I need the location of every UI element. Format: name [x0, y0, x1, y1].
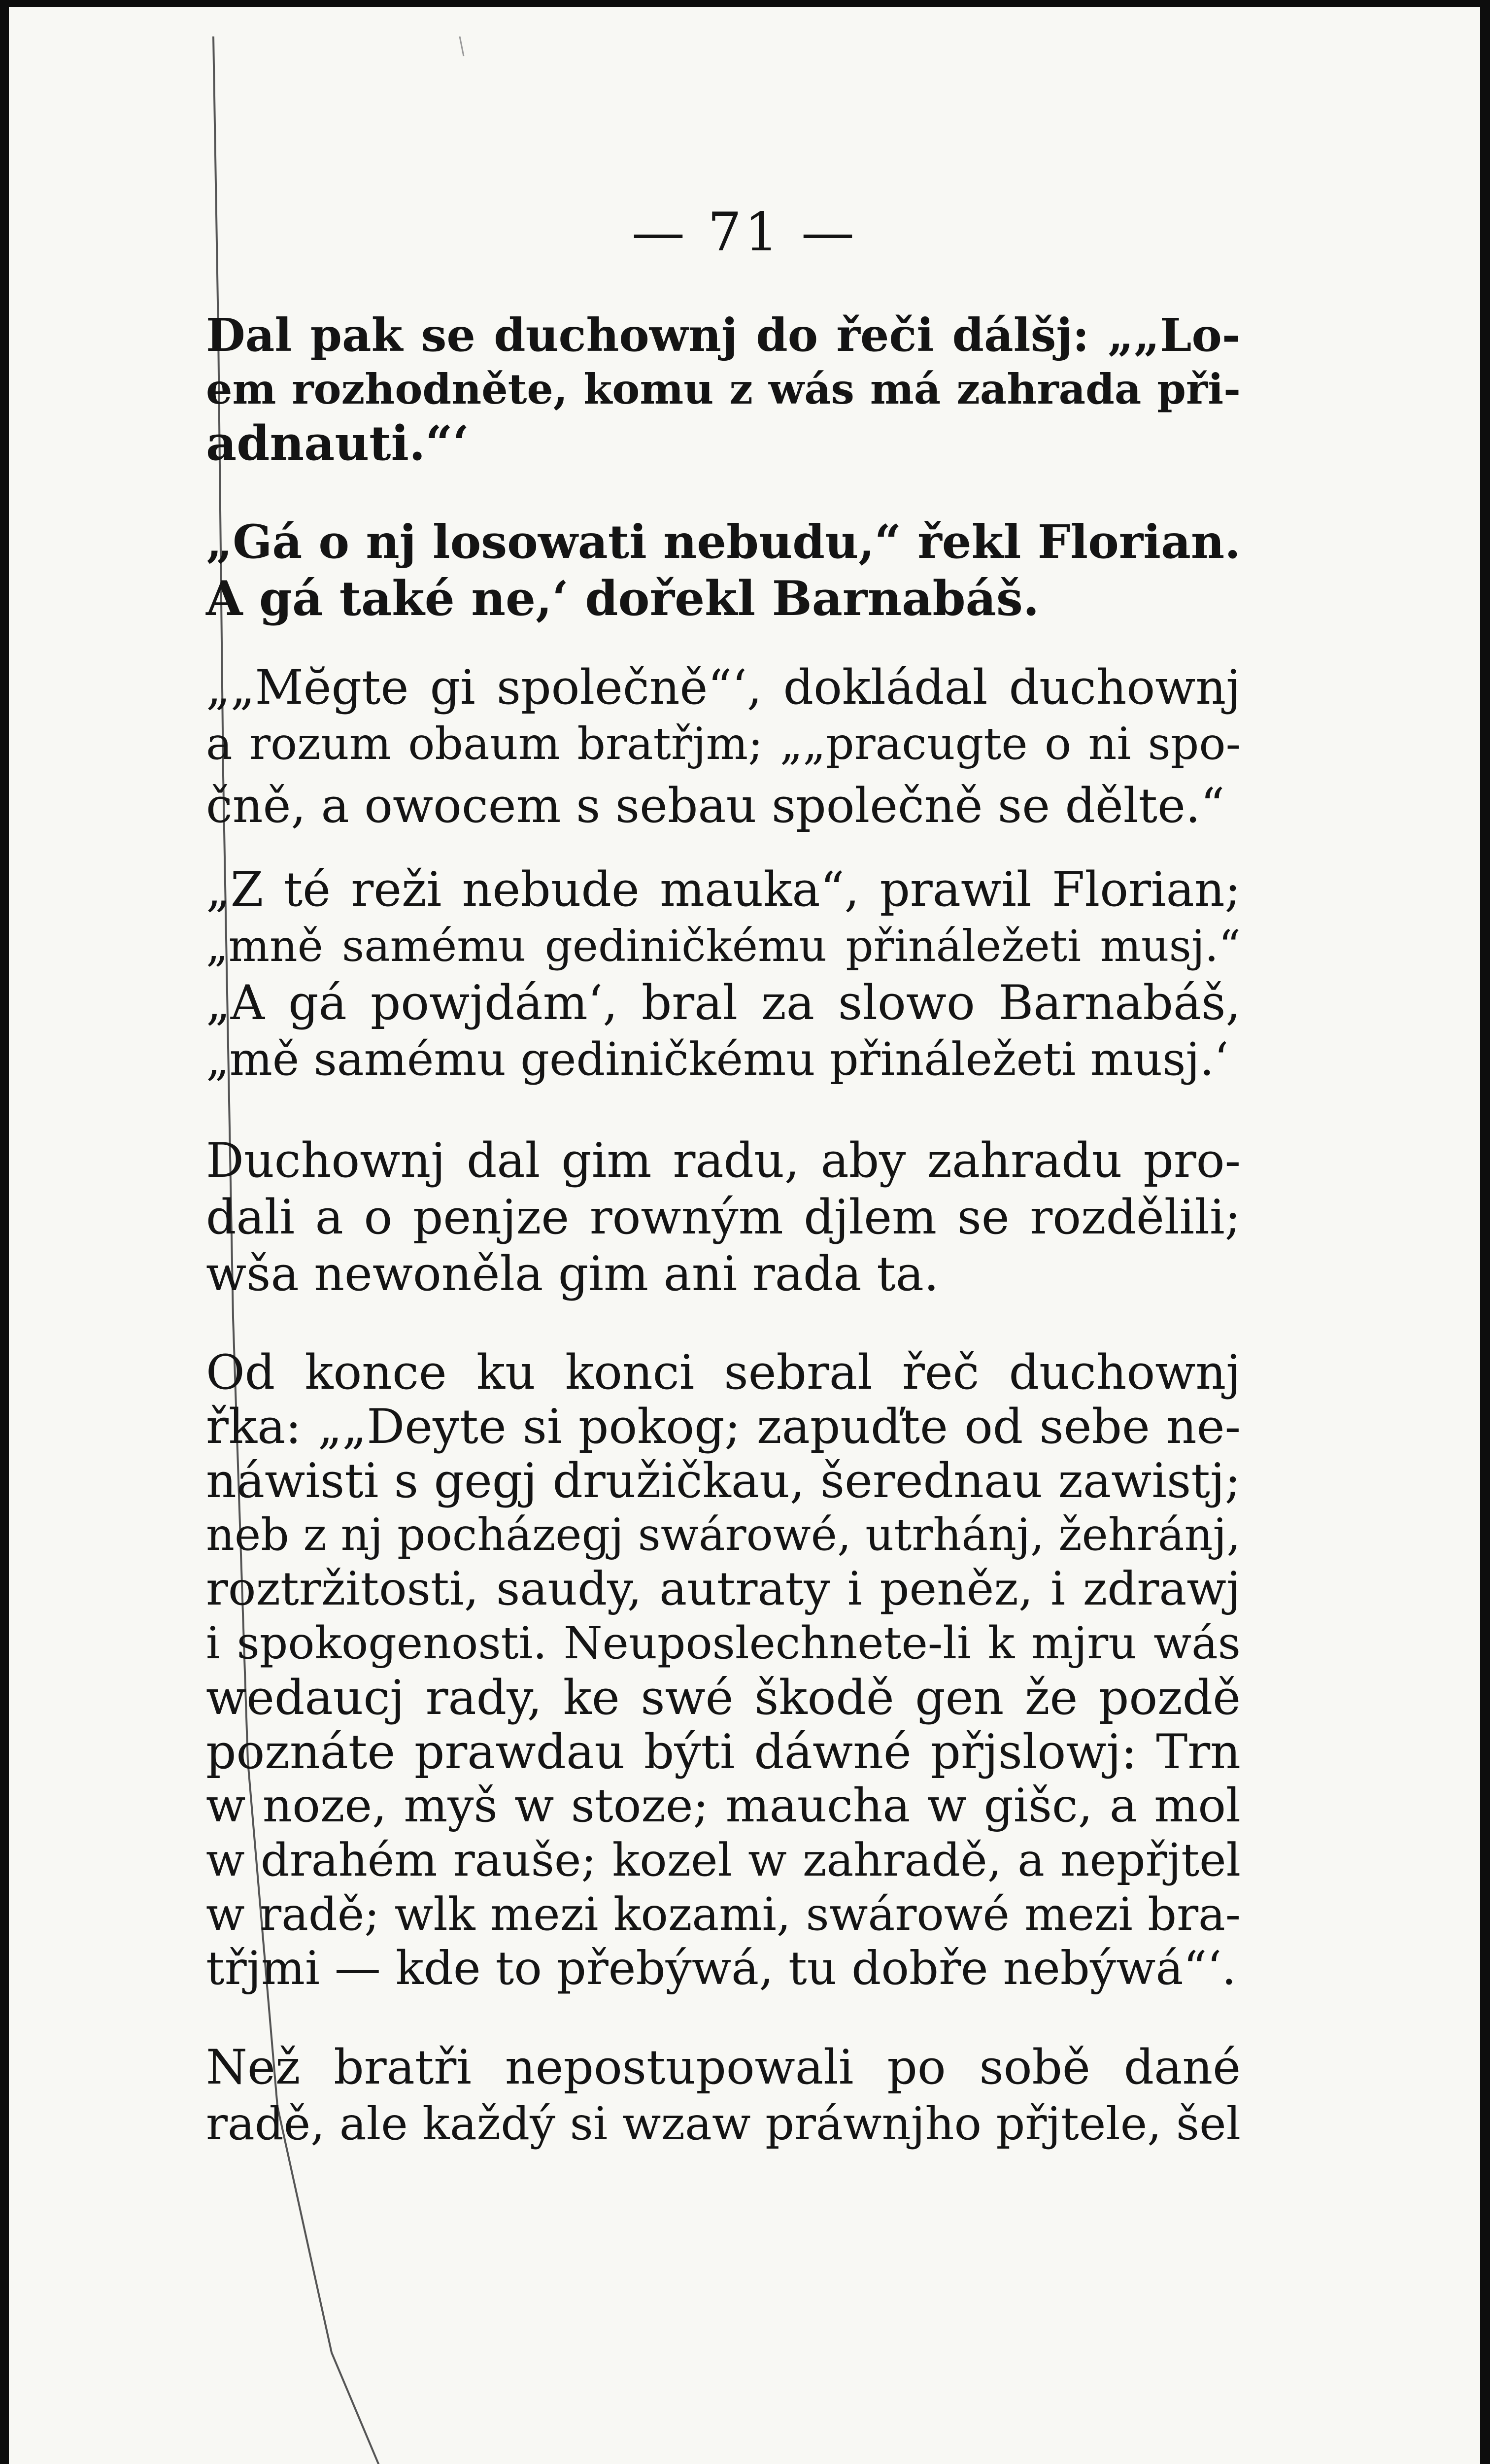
text-line: poznáte prawdau býti dáwné přjslowj: Trn: [206, 1724, 1241, 1780]
text-line: wedaucj rady, ke swé škodě gen že pozdě: [206, 1670, 1241, 1725]
text-line: Od konce ku konci sebral řeč duchownj: [206, 1345, 1241, 1400]
text-line: neb z nj pocházegj swárowé, utrhánj, žehránj,: [206, 1509, 1241, 1561]
text-line: „mně samému gediničkému přináležeti musj.“: [206, 921, 1241, 971]
text-line: w noze, myš w stoze; maucha w gišc, a mol: [206, 1779, 1241, 1833]
text-line: „A gá powjdám‘, bral za slowo Barnabáš,: [206, 975, 1241, 1030]
text-line: roztržitosti, saudy, autraty i peněz, i zdrawj: [206, 1562, 1241, 1616]
text-line: w drahém rauše; kozel w zahradě, a nepřjtel: [206, 1834, 1241, 1886]
text-line: wša newoněla gim ani rada ta.: [206, 1246, 939, 1301]
text-line: náwisti s gegj družičkau, šerednau zawistj;: [206, 1453, 1241, 1508]
text-line: „mě samému gediničkému přináležeti musj.‘: [206, 1033, 1229, 1086]
text-line: w radě; wlk mezi kozami, swárowé mezi bra-: [206, 1888, 1241, 1941]
text-line: „Z té reži nebude mauka“, prawil Florian;: [206, 862, 1241, 917]
text-line: i spokogenosti. Neuposlechnete-li k mjru wás: [206, 1617, 1241, 1669]
text-line: adnauti.“‘: [206, 415, 469, 471]
text-line: Dal pak se duchownj do řeči dálšj: „„Lo-: [206, 308, 1241, 362]
text-line: Než bratři nepostupowali po sobě dané: [206, 2040, 1241, 2095]
text-line: „Gá o nj losowati nebudu,“ řekl Florian.: [206, 515, 1241, 569]
text-line: třjmi — kde to přebýwá, tu dobře nebýwá“‘.: [206, 1942, 1237, 1995]
text-line: „„Mĕgte gi společně“‘, dokládal duchownj: [206, 660, 1241, 715]
text-line: radě, ale každý si wzaw práwnjho přjtele, šel: [206, 2097, 1241, 2150]
text-line: čně, a owocem s sebau společně se dělte.“: [206, 778, 1225, 833]
text-line: řka: „„Deyte si pokog; zapuďte od sebe ne-: [206, 1399, 1241, 1454]
page-number: — 71 —: [631, 202, 858, 263]
text-line: Duchownj dal gim radu, aby zahradu pro-: [206, 1133, 1241, 1188]
text-line: a rozum obaum bratřjm; „„pracugte o ni spo-: [206, 718, 1241, 770]
text-line: dali a o penjze rowným djlem se rozdělili;: [206, 1190, 1241, 1245]
text-line: A gá také ne,‘ dořekl Barnabáš.: [206, 571, 1040, 626]
book-page: [9, 7, 1480, 2464]
text-line: em rozhodněte, komu z wás má zahrada při-: [206, 365, 1241, 413]
